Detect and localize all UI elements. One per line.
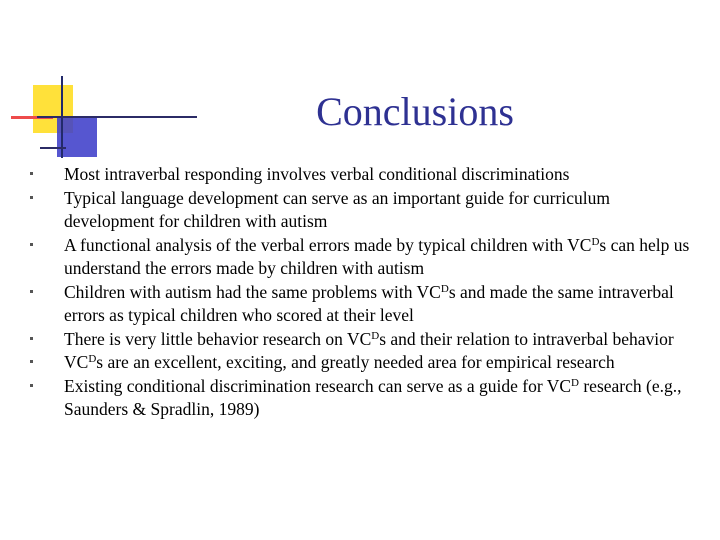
bullet-text: There is very little behavior research on VC: [64, 328, 372, 349]
bullet-text: research (e.g., Saunders & Spradlin, 1989): [64, 375, 682, 419]
bullet-text: s and their relation to intraverbal behavior: [379, 328, 674, 349]
bullet-text: s are an excellent, exciting, and greatly needed area for empirical research: [96, 352, 615, 372]
bullet-icon: [30, 337, 33, 340]
bullet-list: [30, 163, 700, 422]
superscript: D: [440, 282, 449, 295]
bullet-text: Existing conditional discrimination research can serve as a guide for VC: [64, 375, 572, 396]
deco-short-line: [40, 147, 66, 149]
bullet-item: [30, 375, 700, 422]
bullet-icon: [30, 196, 33, 199]
bullet-text: s can help us understand the errors made by children with autism: [64, 234, 690, 278]
bullet-icon: [30, 384, 33, 387]
superscript: D: [591, 235, 600, 248]
bullet-text: A functional analysis of the verbal errors made by typical children with VC: [64, 234, 592, 255]
bullet-item: [30, 234, 700, 281]
bullet-item: [30, 281, 700, 328]
bullet-item: [30, 328, 700, 352]
slide-title: Conclusions: [316, 89, 514, 134]
bullet-text: s and made the same intraverbal errors as typical children who scored at their level: [64, 281, 674, 325]
superscript: D: [571, 376, 579, 389]
bullet-icon: [30, 243, 33, 246]
bullet-text: VC: [64, 352, 89, 372]
bullet-icon: [30, 290, 33, 293]
bullet-item: [30, 351, 700, 375]
bullet-text: Typical language development can serve as an important guide for curriculum development for children with autism: [64, 187, 610, 231]
bullet-icon: [30, 172, 33, 175]
bullet-text: Children with autism had the same problems with VC: [64, 281, 441, 302]
bullet-item: [30, 163, 700, 187]
bullet-item: [30, 187, 700, 234]
superscript: D: [88, 353, 97, 365]
superscript: D: [371, 329, 380, 342]
bullet-text: Most intraverbal responding involves verbal conditional discriminations: [64, 164, 570, 184]
bullet-icon: [30, 360, 33, 363]
deco-blue-square: [57, 117, 97, 157]
